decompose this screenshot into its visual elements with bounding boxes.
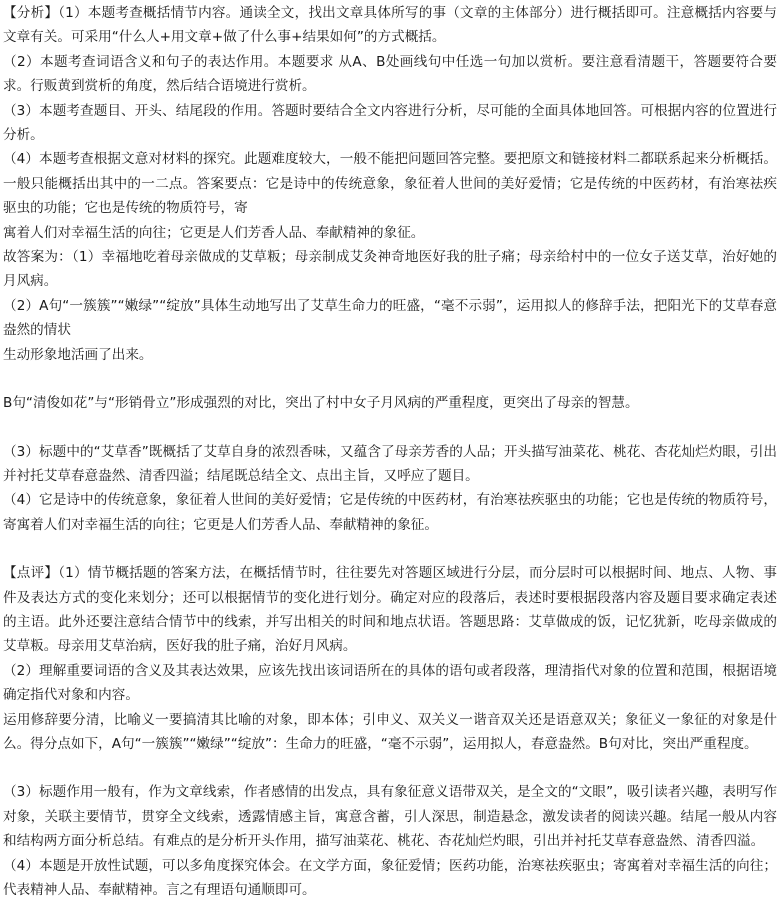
analysis-paragraph-2: （2）本题考查词语含义和句子的表达作用。本题要求 从A、B处画线句中任选一句加以赏析。要注意看清题干，答题要符合要求。行贩黄到赏析的角度，然后结合语境进行赏析。	[3, 53, 777, 95]
spacer	[3, 756, 777, 780]
analysis-paragraph-1: 【分析】（1）本题考查概括情节内容。通读全文，找出文章具体所写的事（文章的主体部分）进行概括即可。注意概括内容要与文章有关。可采用“什么人+用文章+做了什么事+结果如何”的方式概括。	[3, 5, 777, 46]
spacer	[3, 367, 777, 391]
comment-paragraph-2-cont: 运用修辞要分清，比喻义一要搞清其比喻的对象，即本体；引申义、双关义一谐音双关还是语意双关；象征义一象征的对象是什么。得分点如下，A句“一簇簇”“嫩绿”“绽放”：生命力的旺盛，“毫不示弱”，运用拟人，春意盎然。B句对比，突出严重程度。	[3, 711, 777, 752]
comment-paragraph-3: （3）标题作用一般有，作为文章线索，作者感情的出发点，具有象征意义语带双关，是全文的“文眼”，吸引读者兴趣，表明写作对象，关联主要情节，贯穿全文线索，透露情感主旨，寓意含蓄，引人深思，制造悬念，激发读者的阅读兴趣。结尾一般从内容和结构两方面分析总结。有难点的是分析开头作用，描写油菜花、桃花、杏花灿烂灼眼，引出并衬托艾草春意盎然、清香四溢。	[3, 784, 777, 850]
analysis-paragraph-4-cont: 寓着人们对幸福生活的向往；它更是人们芳香人品、奉献精神的象征。	[3, 224, 425, 241]
analysis-paragraph-3: （3）本题考查题目、开头、结尾段的作用。答题时要结合全文内容进行分析，尽可能的全面具体地回答。可根据内容的位置进行分析。	[3, 102, 777, 144]
comment-paragraph-1: 【点评】（1）情节概括题的答案方法，在概括情节时，往往要先对答题区域进行分层，而分层时可以根据时间、地点、人物、事件及表达方式的变化来划分；还可以根据情节的变化进行划分。确定对应的段落后，表述时要根据段落内容及题目要求确定表述的主语。此外还要注意结合情节中的线索，并写出相关的时间和地点状语。答题思路：艾草做成的饭，记忆犹新，吃母亲做成的艾草粄。母亲用艾草治病，医好我的肚子痛，治好月风病。	[3, 565, 777, 655]
spacer	[3, 537, 777, 561]
answer-2b: B句“清俊如花”与“形销骨立”形成强烈的对比，突出了村中女子月风病的严重程度，更突出了母亲的智慧。	[3, 395, 639, 412]
answer-2a: （2）A句“一簇簇”“嫩绿”“绽放”具体生动地写出了艾草生命力的旺盛，“毫不示弱”，运用拟人的修辞手法，把阳光下的艾草春意盎然的情状	[3, 297, 777, 339]
comment-paragraph-4: （4）本题是开放性试题，可以多角度探究体会。在文学方面，象征爱情；医药功能，治寒祛疾驱虫；寄寓着对幸福生活的向往；代表精神人品、奉献精神。言之有理语句通顺即可。	[3, 857, 777, 898]
spacer	[3, 416, 777, 440]
answer-1: 故答案为：（1）幸福地吃着母亲做成的艾草粄；母亲制成艾灸神奇地医好我的肚子痛；母亲给村中的一位女子送艾草，治好她的月风病。	[3, 249, 777, 290]
analysis-paragraph-4: （4）本题考查根据文意对材料的探究。此题难度较大，一般不能把问题回答完整。要把原文和链接材料二都联系起来分析概括。一般只能概括出其中的一二点。答案要点：它是诗中的传统意象，象征着人世间的美好爱情；它是传统的中医药材，有治寒祛疾驱虫的功能；它也是传统的物质符号，寄	[3, 151, 777, 217]
answer-3: （3）标题中的“艾草香”既概括了艾草自身的浓烈香味，又蕴含了母亲芳香的人品；开头描写油菜花、桃花、杏花灿烂灼眼，引出并衬托艾草春意盎然、清香四溢；结尾既总结全文、点出主旨，又呼应了题目。	[3, 443, 777, 484]
comment-paragraph-2: （2）理解重要词语的含义及其表达效果，应该先找出该词语所在的具体的语句或者段落，理清指代对象的位置和范围，根据语境确定指代对象和内容。	[3, 662, 777, 704]
answer-4: （4）它是诗中的传统意象，象征着人世间的美好爱情；它是传统的中医药材，有治寒祛疾驱虫的功能；它也是传统的物质符号，寄寓着人们对幸福生活的向往；它更是人们芳香人品、奉献精神的象征。	[3, 492, 777, 533]
answer-2a-cont: 生动形象地活画了出来。	[3, 346, 153, 363]
analysis-heading: 【分析】	[3, 5, 59, 21]
comment-heading: 【点评】	[3, 565, 59, 582]
